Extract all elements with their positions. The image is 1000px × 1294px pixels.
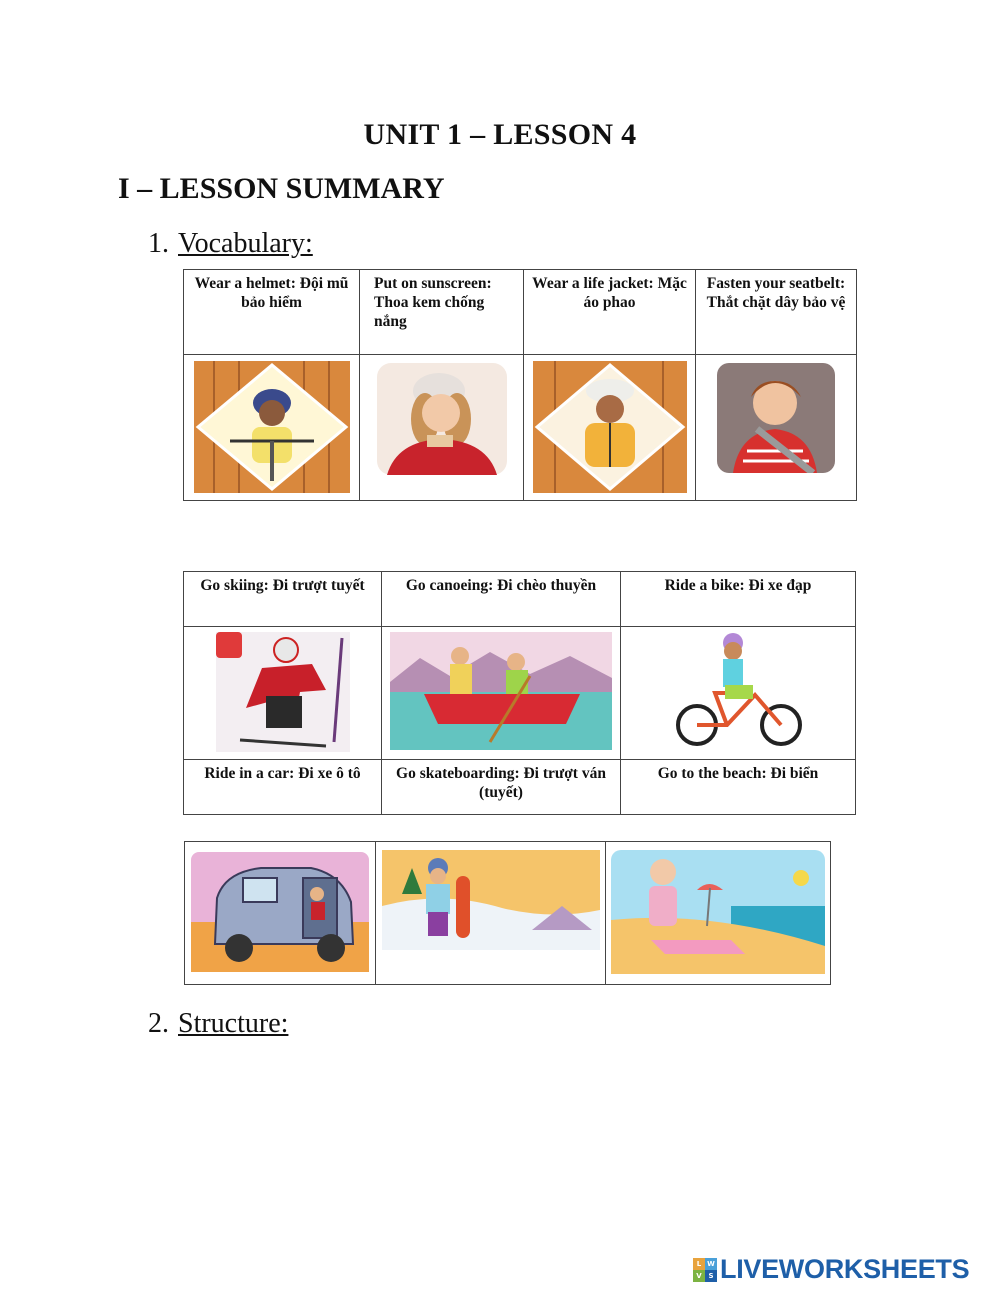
image-cell (184, 355, 360, 501)
image-cell (360, 355, 524, 501)
logo-mark-cell: L (693, 1258, 705, 1270)
vocab-table-2 (183, 571, 856, 815)
vocab-label-beach: Go to the beach: Đi biển (657, 765, 819, 782)
vocabulary-heading (148, 228, 313, 260)
vocab-label-canoeing: Go canoeing: Đi chèo thuyền (405, 577, 597, 594)
vocabulary-number: 1. (148, 228, 169, 259)
vocab-cell (696, 270, 857, 355)
vocab-table-3 (184, 841, 831, 985)
image-cell (524, 355, 696, 501)
skiing-kid-image (216, 632, 350, 752)
helmet-kid-image (194, 361, 350, 493)
image-cell (376, 842, 606, 985)
image-cell (621, 627, 856, 760)
vocab-label-seatbelt: Fasten your seatbelt: Thắt chặt dây bảo vệ (706, 275, 846, 311)
image-cell (184, 627, 382, 760)
vocab-cell (184, 760, 382, 815)
liveworksheets-logo[interactable] (693, 1254, 969, 1285)
vocab-label-helmet: Wear a helmet: Đội mũ bảo hiểm (194, 275, 349, 311)
logo-mark-cell: W (705, 1258, 717, 1270)
vocab-label-sunscreen: Put on sunscreen: Thoa kem chống nắng (374, 275, 492, 330)
vocab-cell (360, 270, 524, 355)
liveworksheets-logo-icon (693, 1258, 717, 1282)
structure-number: 2. (148, 1008, 169, 1039)
logo-mark-cell: V (693, 1270, 705, 1282)
vocab-cell (382, 572, 621, 627)
vocab-label-life-jacket: Wear a life jacket: Mặc áo phao (532, 275, 687, 311)
life-jacket-girl-image (533, 361, 687, 493)
vocab-table-1 (183, 269, 857, 501)
vocabulary-label: Vocabulary: (178, 228, 313, 259)
section-heading: I – LESSON SUMMARY (118, 172, 445, 205)
page-title: UNIT 1 – LESSON 4 (363, 118, 637, 151)
vocab-cell (524, 270, 696, 355)
image-cell (185, 842, 376, 985)
beach-image (611, 850, 825, 974)
image-cell (382, 627, 621, 760)
vocab-cell (621, 572, 856, 627)
image-cell (696, 355, 857, 501)
sunscreen-girl-image (377, 363, 507, 475)
skateboarding-image (382, 850, 600, 950)
seatbelt-boy-image (717, 363, 835, 473)
vocab-label-car: Ride in a car: Đi xe ô tô (204, 765, 361, 782)
structure-heading (148, 1008, 288, 1040)
vocab-cell (382, 760, 621, 815)
vocab-label-bike: Ride a bike: Đi xe đạp (664, 577, 812, 594)
logo-mark-cell: S (705, 1270, 717, 1282)
car-image (191, 852, 369, 972)
structure-label: Structure: (178, 1008, 289, 1039)
vocab-cell (621, 760, 856, 815)
canoeing-image (390, 632, 612, 750)
vocab-label-skiing: Go skiing: Đi trượt tuyết (200, 577, 365, 594)
vocab-cell (184, 270, 360, 355)
vocab-label-skateboarding: Go skateboarding: Đi trượt ván (tuyết) (396, 765, 606, 801)
image-cell (606, 842, 831, 985)
liveworksheets-logo-text: LIVEWORKSHEETS (720, 1254, 970, 1284)
vocab-cell (184, 572, 382, 627)
bike-kid-image (673, 633, 803, 751)
